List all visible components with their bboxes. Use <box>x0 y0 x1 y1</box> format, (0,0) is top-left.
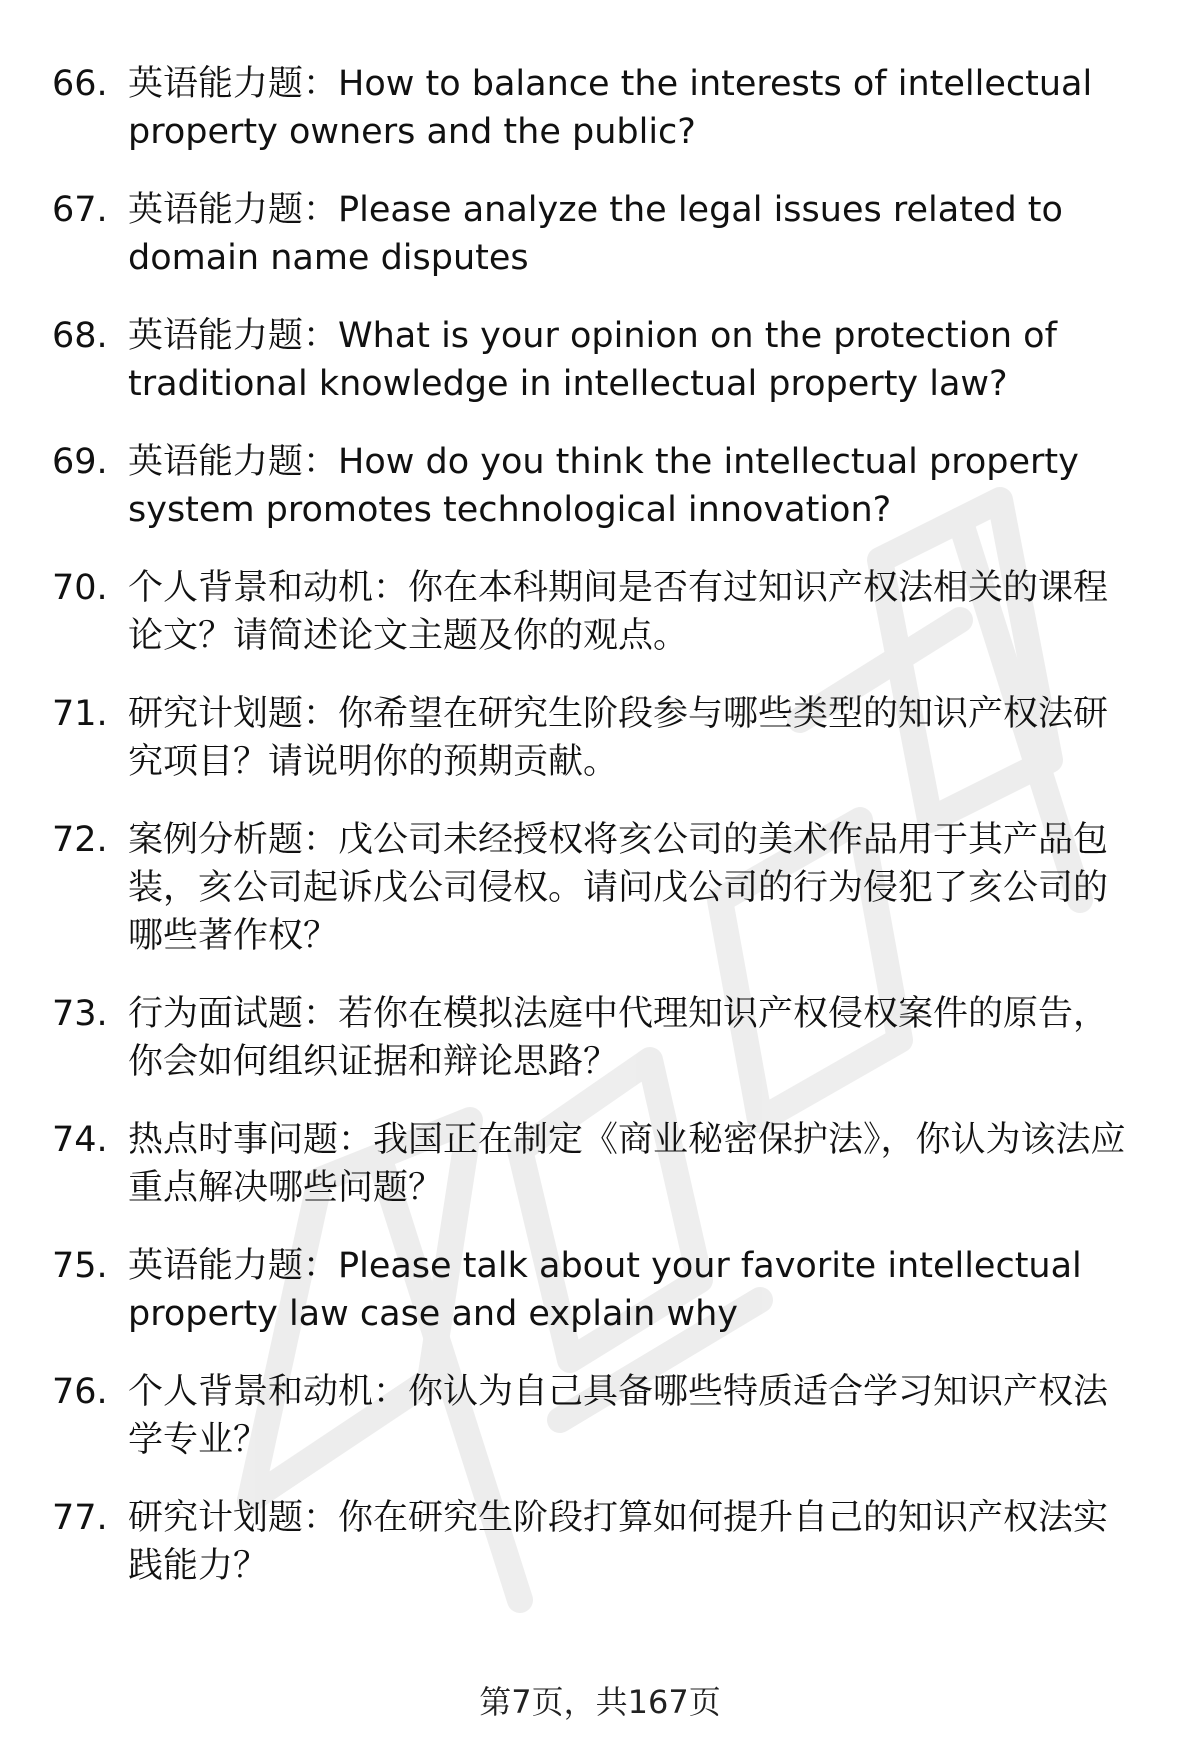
question-text: 研究计划题：你希望在研究生阶段参与哪些类型的知识产权法研究项目？请说明你的预期贡献。 <box>128 694 1109 782</box>
page-footer: 第7页，共167页 <box>479 1683 721 1721</box>
question-number: 68. <box>52 316 108 356</box>
question-number: 69. <box>52 442 108 482</box>
question-number: 72. <box>52 820 108 860</box>
list-item <box>0 186 1200 282</box>
list-item <box>0 990 1200 1086</box>
question-text: 个人背景和动机：你认为自己具备哪些特质适合学习知识产权法学专业？ <box>128 1372 1109 1460</box>
question-text: 英语能力题：Please analyze the legal issues related to domain name disputes <box>128 190 1063 278</box>
list-item <box>0 564 1200 660</box>
question-text: 英语能力题：How to balance the interests of intellectual property owners and the public? <box>128 64 1093 152</box>
question-number: 76. <box>52 1372 108 1412</box>
question-number: 77. <box>52 1498 108 1538</box>
question-text: 研究计划题：你在研究生阶段打算如何提升自己的知识产权法实践能力？ <box>128 1498 1109 1586</box>
question-number: 73. <box>52 994 108 1034</box>
question-text: 案例分析题：戊公司未经授权将亥公司的美术作品用于其产品包装，亥公司起诉戊公司侵权。请问戊公司的行为侵犯了亥公司的哪些著作权？ <box>128 820 1109 956</box>
question-text: 英语能力题：How do you think the intellectual property system promotes technological innovation? <box>128 442 1079 530</box>
list-item <box>0 60 1200 156</box>
question-number: 71. <box>52 694 108 734</box>
question-text: 英语能力题：Please talk about your favorite intellectual property law case and explain why <box>128 1246 1082 1334</box>
list-item <box>0 1116 1200 1212</box>
list-item <box>0 438 1200 534</box>
list-item <box>0 1368 1200 1464</box>
list-item <box>0 312 1200 408</box>
list-item <box>0 690 1200 786</box>
list-item <box>0 1494 1200 1590</box>
list-item <box>0 816 1200 960</box>
question-number: 74. <box>52 1120 108 1160</box>
question-text: 行为面试题：若你在模拟法庭中代理知识产权侵权案件的原告，你会如何组织证据和辩论思路？ <box>128 994 1109 1082</box>
question-text: 热点时事问题：我国正在制定《商业秘密保护法》，你认为该法应重点解决哪些问题？ <box>128 1120 1126 1208</box>
question-number: 70. <box>52 568 108 608</box>
question-number: 75. <box>52 1246 108 1286</box>
question-text: 英语能力题：What is your opinion on the protection of traditional knowledge in intellectual property law? <box>128 316 1057 404</box>
list-item <box>0 1242 1200 1338</box>
question-number: 66. <box>52 64 108 104</box>
question-text: 个人背景和动机：你在本科期间是否有过知识产权法相关的课程论文？请简述论文主题及你的观点。 <box>128 568 1109 656</box>
question-number: 67. <box>52 190 108 230</box>
question-list <box>0 60 1200 1620</box>
